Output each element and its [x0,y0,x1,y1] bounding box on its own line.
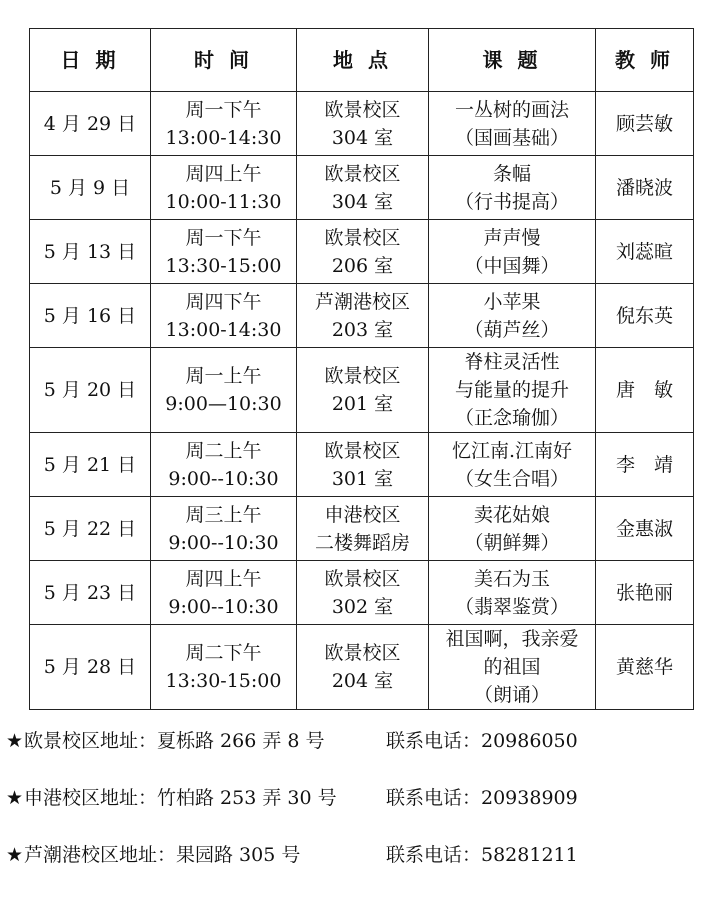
teacher-cell: 潘晓波 [596,156,694,220]
place-cell [297,92,429,156]
time-cell-line: 9:00--10:30 [168,467,279,490]
topic-cell-line: 卖花姑娘 [473,503,550,526]
date-cell: 5 月 22 日 [30,497,151,561]
address-notes [6,726,706,897]
phone-text: 联系电话：58281211 [386,844,578,866]
time-cell-line: 9:00--10:30 [168,595,279,618]
place-cell [297,561,429,625]
place-cell-line: 欧景校区 [324,226,401,249]
table-row [30,156,694,220]
time-cell [151,348,297,433]
topic-cell [429,220,596,284]
topic-cell [429,433,596,497]
star-icon: ★ [6,787,24,809]
time-cell [151,156,297,220]
topic-cell-line: 的祖国 [483,656,541,678]
topic-cell-line: （正念瑜伽） [454,407,569,429]
place-cell [297,433,429,497]
time-cell-line: 周一下午 [185,98,262,121]
table-row [30,284,694,348]
place-cell [297,348,429,433]
place-cell [297,220,429,284]
time-cell-line: 周二上午 [185,439,262,462]
address-text: 申港校区地址：竹柏路 253 弄 30 号 [24,787,337,809]
date-cell: 5 月 21 日 [30,433,151,497]
time-cell [151,561,297,625]
place-cell [297,497,429,561]
teacher-cell: 黄慈华 [596,625,694,710]
place-cell-line: 304 室 [331,190,394,213]
time-cell-line: 周一上午 [185,365,262,387]
topic-cell [429,561,596,625]
date-cell: 5 月 16 日 [30,284,151,348]
time-cell [151,92,297,156]
time-cell [151,284,297,348]
phone-text: 联系电话：20938909 [386,787,578,809]
topic-cell-line: （朗诵） [473,684,550,706]
topic-cell [429,284,596,348]
table-row [30,561,694,625]
time-cell-line: 9:00—10:30 [165,393,282,415]
time-cell [151,625,297,710]
place-cell-line: 申港校区 [324,503,401,526]
time-cell [151,220,297,284]
topic-cell-line: 声声慢 [483,226,541,249]
topic-cell-line: （葫芦丝） [464,318,560,341]
table-row [30,433,694,497]
topic-cell [429,497,596,561]
place-cell-line: 304 室 [331,126,394,149]
header-teacher: 教 师 [596,29,694,92]
date-cell: 5 月 20 日 [30,348,151,433]
topic-cell-line: （国画基础） [454,126,569,149]
date-cell: 4 月 29 日 [30,92,151,156]
table-row [30,348,694,433]
place-cell-line: 欧景校区 [324,439,401,462]
schedule-table [29,28,694,710]
topic-cell [429,156,596,220]
topic-cell-line: （行书提高） [454,190,569,213]
teacher-cell: 金惠淑 [596,497,694,561]
teacher-cell: 张艳丽 [596,561,694,625]
place-cell-line: 欧景校区 [324,567,401,590]
table-row [30,497,694,561]
place-cell-line: 206 室 [331,254,394,277]
topic-cell [429,92,596,156]
topic-cell [429,625,596,710]
place-cell-line: 二楼舞蹈房 [314,531,410,554]
time-cell-line: 周三上午 [185,503,262,526]
topic-cell-line: 一丛树的画法 [454,98,569,121]
table-header-row [30,29,694,92]
topic-cell-line: 忆江南.江南好 [451,439,573,462]
teacher-cell: 唐 敏 [596,348,694,433]
topic-cell-line: （中国舞） [464,254,560,277]
teacher-cell: 李 靖 [596,433,694,497]
topic-cell-line: （朝鲜舞） [464,531,560,554]
phone-text: 联系电话：20986050 [386,730,578,752]
place-cell [297,156,429,220]
topic-cell-line: 祖国啊，我亲爱 [445,628,579,650]
place-cell-line: 欧景校区 [324,162,401,185]
table-row [30,220,694,284]
time-cell-line: 周四上午 [185,567,262,590]
topic-cell-line: （翡翠鉴赏） [454,595,569,618]
place-cell-line: 欧景校区 [324,365,401,387]
header-time: 时 间 [151,29,297,92]
address-text: 欧景校区地址：夏栎路 266 弄 8 号 [24,730,325,752]
time-cell-line: 9:00--10:30 [168,531,279,554]
star-icon: ★ [6,730,24,752]
teacher-cell: 顾芸敏 [596,92,694,156]
time-cell [151,497,297,561]
place-cell-line: 201 室 [331,393,394,415]
address-note [6,726,706,783]
place-cell-line: 203 室 [331,318,394,341]
place-cell-line: 欧景校区 [324,98,401,121]
topic-cell-line: 与能量的提升 [454,379,569,401]
topic-cell-line: （女生合唱） [454,467,569,490]
time-cell-line: 13:00-14:30 [165,318,282,341]
teacher-cell: 倪东英 [596,284,694,348]
place-cell [297,284,429,348]
table-row [30,625,694,710]
date-cell: 5 月 23 日 [30,561,151,625]
teacher-cell: 刘蕊暄 [596,220,694,284]
date-cell: 5 月 28 日 [30,625,151,710]
time-cell-line: 13:00-14:30 [165,126,282,149]
date-cell: 5 月 13 日 [30,220,151,284]
star-icon: ★ [6,844,24,866]
address-text: 芦潮港校区地址：果园路 305 号 [24,844,301,866]
table-row [30,92,694,156]
header-date: 日 期 [30,29,151,92]
place-cell [297,625,429,710]
time-cell-line: 周四下午 [185,290,262,313]
place-cell-line: 芦潮港校区 [314,290,410,313]
topic-cell-line: 美石为玉 [473,567,550,590]
header-place: 地 点 [297,29,429,92]
place-cell-line: 欧景校区 [324,642,401,664]
time-cell-line: 13:30-15:00 [165,254,282,277]
place-cell-line: 204 室 [331,670,394,692]
date-cell: 5 月 9 日 [30,156,151,220]
topic-cell-line: 小苹果 [483,290,541,313]
time-cell [151,433,297,497]
address-note [6,783,706,840]
place-cell-line: 301 室 [331,467,394,490]
place-cell-line: 302 室 [331,595,394,618]
time-cell-line: 10:00-11:30 [165,190,282,213]
topic-cell [429,348,596,433]
header-topic: 课 题 [429,29,596,92]
topic-cell-line: 脊柱灵活性 [464,351,560,373]
time-cell-line: 周四上午 [185,162,262,185]
time-cell-line: 13:30-15:00 [165,670,282,692]
time-cell-line: 周一下午 [185,226,262,249]
address-note [6,840,706,897]
topic-cell-line: 条幅 [492,162,531,185]
time-cell-line: 周二下午 [185,642,262,664]
